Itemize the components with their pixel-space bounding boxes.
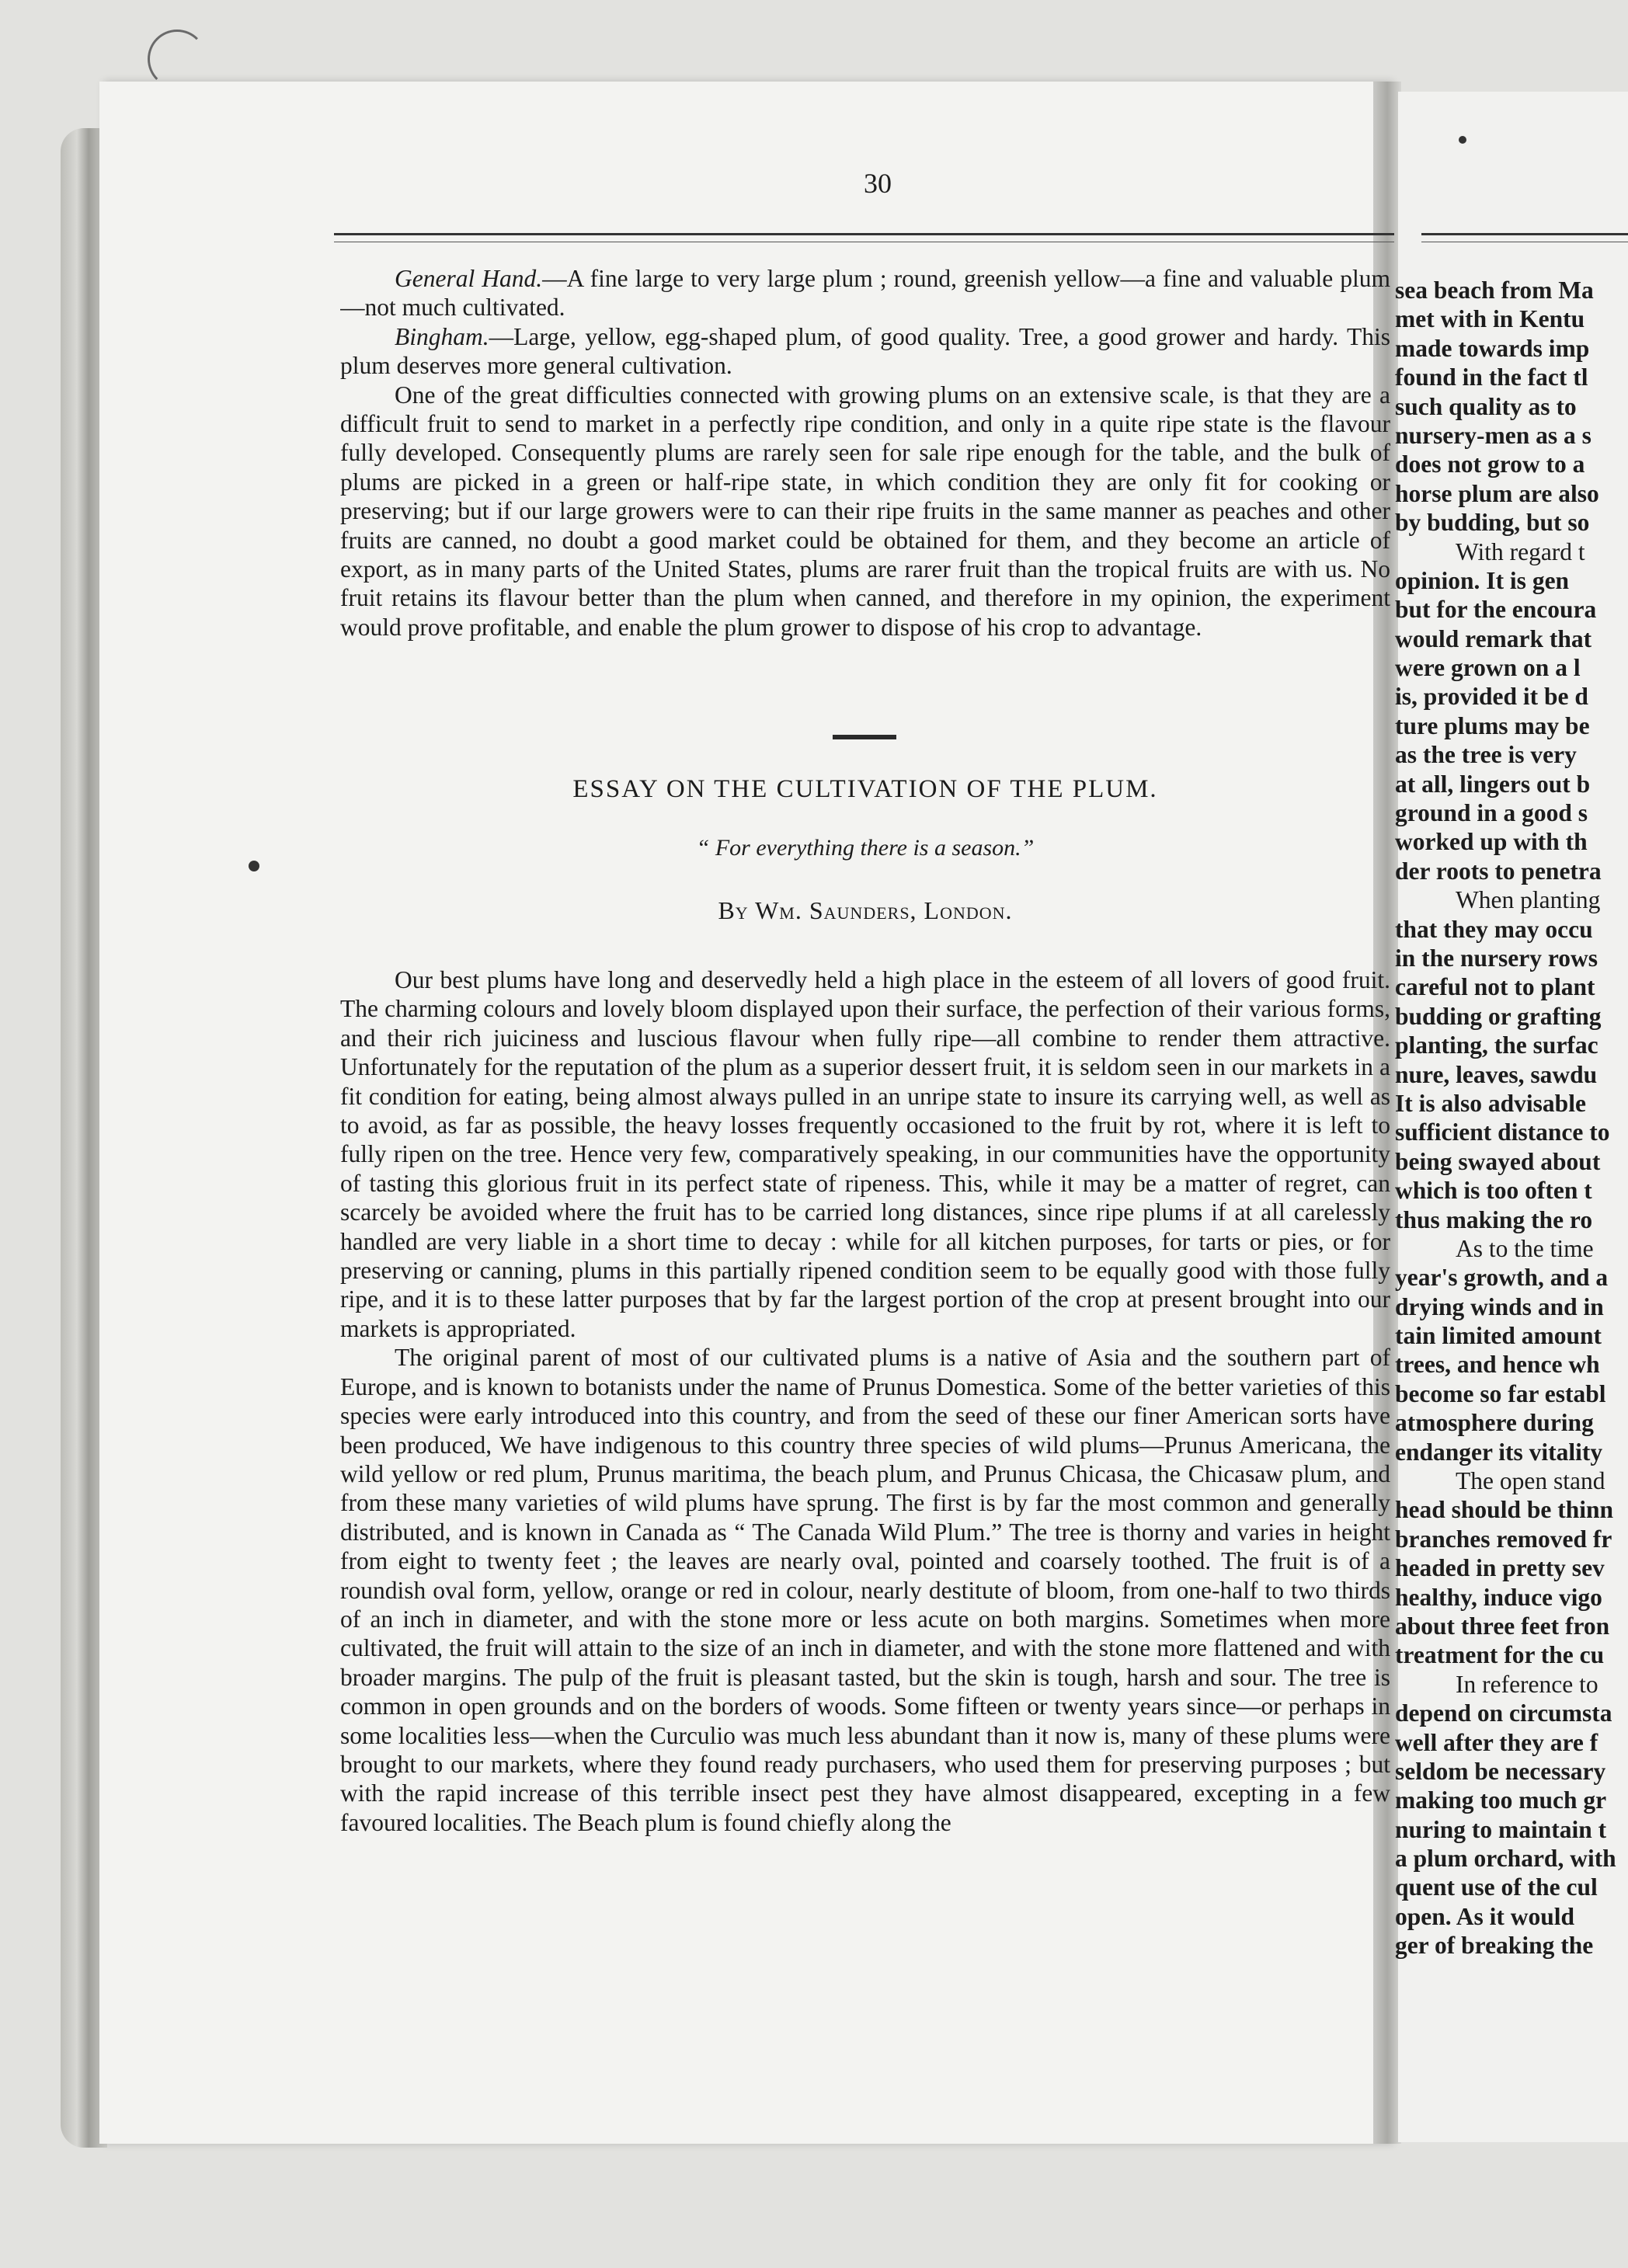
facing-page-line: year's growth, and a: [1395, 1264, 1609, 1292]
facing-page-line: treatment for the cu: [1395, 1641, 1605, 1669]
facing-page-line: quent use of the cul: [1395, 1873, 1598, 1901]
facing-page-line: drying winds and in: [1395, 1292, 1604, 1320]
facing-page-line: ture plums may be: [1395, 711, 1590, 739]
facing-page-line: is, provided it be d: [1395, 683, 1588, 711]
paragraph-difficulties: One of the great difficulties connected with growing plums on an extensive scale, is that they are a difficult fruit to send to market in a perfectly ripe condition, and only in a quite ripe state is the flavour fully developed. Consequently plums are rarely seen for sale ripe enough for the table, and the bulk of plums are picked in a green or half-ripe state, in which condition they are only fit for cooking or preserving; but if our large growers were to can their ripe fruits in the same manner as peaches and other fruits are canned, no doubt a good market could be obtained for them, and they become an article of export, as in many parts of the United States, plums are rarer fruit than the tropical fruits are with us. No fruit retains its flavour better than the plum when canned, and therefore in my opinion, the experiment would prove profitable, and enable the plum grower to dispose of his crop to advantage.: [340, 381, 1390, 641]
facing-page-line: such quality as to: [1395, 392, 1577, 420]
page-curl-mark: [148, 30, 207, 89]
facing-page-line: endanger its vitality: [1395, 1438, 1603, 1466]
facing-page-line: ground in a good s: [1395, 799, 1588, 827]
facing-page-line: trees, and hence wh: [1395, 1351, 1600, 1379]
essay-epigraph: “ For everything there is a season.”: [696, 835, 1035, 861]
section-divider: [833, 735, 896, 739]
top-section: [340, 264, 1390, 722]
facing-page-line: were grown on a l: [1395, 654, 1581, 682]
facing-page-line: ger of breaking the: [1395, 1932, 1594, 1960]
facing-page-line: nure, leaves, sawdu: [1395, 1060, 1598, 1088]
facing-page-line: seldom be necessary: [1395, 1757, 1606, 1785]
facing-page-line: but for the encoura: [1395, 596, 1597, 624]
facing-page-line: being swayed about: [1395, 1147, 1601, 1175]
paragraph-text: —Large, yellow, egg-shaped plum, of good quality. Tree, a good grower and hardy. This plum deserves more general cultivation.: [340, 322, 1390, 380]
facing-page-line: about three feet fron: [1395, 1612, 1610, 1640]
paragraph-bingham: [340, 322, 1390, 381]
facing-page-line: made towards imp: [1395, 334, 1590, 362]
essay-paragraph: Our best plums have long and deservedly held a high place in the esteem of all lovers of good fruit. The charming colours and lovely bloom displayed upon their surface, the perfection of their various forms, and their rich juiciness and luscious flavour when fully ripe—all combine to render them attractive. Unfortunately for the reputation of the plum as a superior dessert fruit, it is seldom seen in our markets in a fit condition for eating, being almost always pulled in an unripe state to insure its carrying well, as well as to avoid, as far as possible, the heavy losses frequently occasioned to the fruit by rot, where it is left to fully ripen on the tree. Hence very few, comparatively speaking, in our communities have the opportunity of tasting this glorious fruit in its perfect state of ripeness. This, while it may be a matter of regret, can scarcely be avoided where the fruit has to be carried long distances, since ripe plums if at all carelessly handled are very liable in a short time to decay : while for all kitchen purposes, for tarts or pies, or for preserving or canning, plums in this partially ripened condition seem to be equally good with those fully ripe, and it is to these latter purposes that by far the largest portion of the crop at present brought into our markets is appropriated.: [340, 966, 1390, 1342]
header-rule: [334, 233, 1394, 242]
facing-page-line: in the nursery rows: [1395, 944, 1598, 972]
ink-speck: [1459, 136, 1466, 144]
facing-page-line: planting, the surfac: [1395, 1031, 1598, 1059]
facing-page-line: found in the fact tl: [1395, 364, 1588, 391]
facing-page-line: that they may occu: [1395, 915, 1593, 943]
facing-page-line: budding or grafting: [1395, 1002, 1602, 1030]
facing-page-line: met with in Kentu: [1395, 305, 1585, 333]
paragraph-general-hand: [340, 264, 1390, 322]
facing-page-line: does not grow to a: [1395, 450, 1585, 478]
facing-page-line: When planting: [1456, 886, 1601, 914]
essay-byline: By Wm. Saunders, London.: [718, 896, 1013, 924]
facing-page-line: opinion. It is gen: [1395, 566, 1570, 594]
facing-page-line: careful not to plant: [1395, 973, 1595, 1001]
facing-page-line: As to the time: [1456, 1234, 1594, 1262]
page-number: 30: [864, 168, 892, 199]
facing-page-line: by budding, but so: [1395, 509, 1590, 537]
facing-page-line: horse plum are also: [1395, 479, 1599, 507]
essay-body: [340, 965, 1390, 1998]
essay-title: ESSAY ON THE CULTIVATION OF THE PLUM.: [572, 775, 1158, 803]
variety-name: Bingham.: [395, 322, 489, 350]
facing-page-line: tain limited amount: [1395, 1322, 1602, 1350]
facing-page-line: depend on circumsta: [1395, 1699, 1612, 1727]
facing-page-line: a plum orchard, with: [1395, 1845, 1616, 1873]
facing-page-line: as the tree is very: [1395, 741, 1577, 769]
essay-paragraph: The original parent of most of our cultivated plums is a native of Asia and the southern part of Europe, and is known to botanists under the name of Prunus Domestica. Some of the better varieties of this species were early introduced into this country, and from the seed of these our finer American sorts have been produced, We have indigenous to this country three species of wild plums—Prunus Americana, the wild yellow or red plum, Prunus maritima, the beach plum, and Prunus Chicasa, the Chicasaw plum, and from these many varieties of wild plums have sprung. The first is by far the most common and generally distributed, and is known in Canada as “ The Canada Wild Plum.” The tree is thorny and varies in height from eight to twenty feet ; the leaves are nearly oval, pointed and coarsely toothed. The fruit is of a roundish oval form, yellow, orange or red in colour, nearly destitute of bloom, from one-half to two thirds of an inch in diameter, and with the stone more or less acute on both margins. Sometimes when more cultivated, the fruit will attain to the size of an inch in diameter, and with the stone more flattened and with broader margins. The pulp of the fruit is pleasant tasted, but the skin is tough, harsh and sour. The tree is common in open grounds and on the borders of woods. Some fifteen or twenty years since—or perhaps in some localities less—when the Curculio was much less abundant than it now is, many of these plums were brought to our markets, where they found ready purchasers, who used them for preserving purposes ; but with the rapid increase of this terrible insect pest they have almost disappeared, excepting in a few favoured localities. The Beach plum is found chiefly along the: [340, 1344, 1390, 1836]
facing-page-line: branches removed fr: [1395, 1525, 1612, 1553]
facing-page-line: thus making the ro: [1395, 1205, 1593, 1233]
facing-page-line: nursery-men as a s: [1395, 421, 1591, 449]
variety-name: General Hand.: [395, 265, 543, 292]
facing-page-line: headed in pretty sev: [1395, 1554, 1605, 1582]
facing-page-line: With regard t: [1456, 537, 1585, 565]
facing-page-line: which is too often t: [1395, 1177, 1592, 1205]
facing-page-line: sufficient distance to: [1395, 1118, 1610, 1146]
facing-page-line: head should be thinn: [1395, 1496, 1614, 1524]
facing-page-line: would remark that: [1395, 624, 1592, 652]
facing-page-line: making too much gr: [1395, 1786, 1607, 1814]
facing-page-line: worked up with th: [1395, 828, 1588, 856]
facing-page-line: well after they are f: [1395, 1728, 1598, 1756]
ink-speck: [249, 861, 259, 871]
facing-page-line: The open stand: [1456, 1467, 1605, 1495]
facing-page-line: It is also advisable: [1395, 1089, 1586, 1117]
facing-page-line: sea beach from Ma: [1395, 277, 1594, 304]
facing-page-line: open. As it would: [1395, 1902, 1575, 1930]
facing-page-line: become so far establ: [1395, 1379, 1606, 1407]
facing-page-text: [1395, 276, 1628, 1960]
facing-page-line: atmosphere during: [1395, 1409, 1594, 1437]
facing-page-line: at all, lingers out b: [1395, 770, 1591, 798]
facing-header-rule: [1421, 233, 1628, 242]
facing-page-line: nuring to maintain t: [1395, 1815, 1607, 1843]
facing-page-line: In reference to: [1456, 1670, 1598, 1698]
facing-page-line: der roots to penetra: [1395, 857, 1602, 885]
paragraph-text: —A fine large to very large plum ; round, greenish yellow—a fine and valuable plum—not much cultivated.: [340, 265, 1390, 322]
facing-page-line: healthy, induce vigo: [1395, 1583, 1602, 1611]
